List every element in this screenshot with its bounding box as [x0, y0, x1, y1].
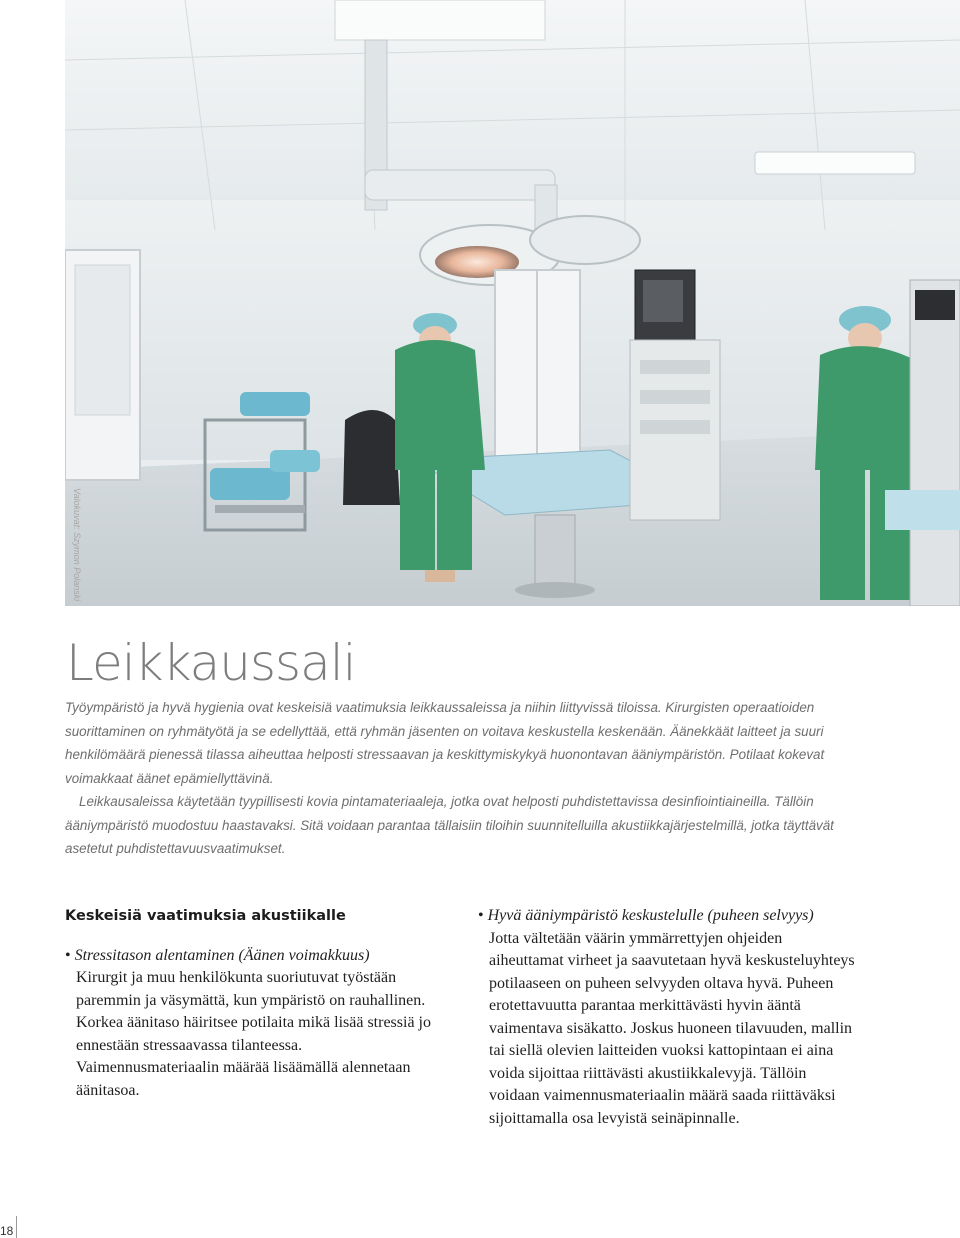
- intro-text: [65, 696, 865, 861]
- requirements-heading: Keskeisiä vaatimuksia akustiikalle: [65, 908, 346, 924]
- page-number-divider: [16, 1216, 17, 1238]
- requirement-title-text: Stressitason alentaminen (Äänen voimakkuus): [74, 946, 370, 964]
- bullet-icon: •: [478, 907, 484, 924]
- intro-paragraph: Leikkausaleissa käytetään tyypillisesti kovia pintamateriaaleja, jotka ovat helposti puhdistettavissa desinfiointiaineilla. Tällöin ääniympäristö muodostuu haastavaksi. Sitä voidaan parantaa tällaisiin tiloihin suunnitelluilla akustiikkajärjestelmillä, jotka täyttävät asetetut puhdistettavuusvaatimukset.: [65, 794, 834, 856]
- page-number: 18: [0, 1224, 14, 1238]
- requirement-body: Jotta vältetään väärin ymmärrettyjen ohjeiden aiheuttamat virheet ja saavutetaan hyvä keskusteluyhteys potilaaseen on puheen selvyyden oltava hyvä. Puheen erotettavuutta parantaa merkittävästi hyvin ääntä vaimentava sisäkatto. Joskus huoneen tilavuuden, mallin tai siellä olevien laitteiden vuoksi kattopintaan ei aina voida sijoittaa riittävästi akustiikkalevyjä. Tällöin voidaan vaimennusmateriaalin määrä saada riittäväksi sijoittamalla osa levyistä seinäpinnalle.: [489, 929, 855, 1127]
- requirement-body: Kirurgit ja muu henkilökunta suoriutuvat työstään paremmin ja väsymättä, kun ympäristö on rauhallinen. Korkea äänitaso häiritsee potilaita mikä lisää stressiä jo ennestään stressaavassa tilanteessa. Vaimennusmateriaalin määrää lisäämällä alennetaan äänitasoa.: [76, 969, 431, 1099]
- bullet-icon: •: [65, 946, 71, 964]
- requirements-right-column: [478, 905, 858, 1130]
- requirement-title: [478, 905, 858, 928]
- requirement-title: [65, 945, 445, 968]
- photo-credit: Valokuvat: Szymon Polanski: [72, 488, 82, 602]
- requirements-left-column: [65, 905, 445, 1102]
- operating-room-photo: [65, 0, 960, 606]
- intro-paragraph: Työympäristö ja hyvä hygienia ovat keskeisiä vaatimuksia leikkaussaleissa ja niihin liittyvissä tiloissa. Kirurgisten operaatioiden suorittaminen on ryhmätyötä ja se edellyttää, että ryhmän jäsenten on voitava keskustella keskenään. Äänekkäät laitteet ja suuri henkilömäärä pienessä tilassa aiheuttaa helposti stressaavan ja keskittymiskykyä huonontavan ääniympäristön. Potilaat kokevat voimakkaat äänet epämiellyttävinä.: [65, 700, 825, 786]
- page-title: Leikkaussali: [66, 634, 356, 692]
- requirement-title-text: Hyvä ääniympäristö keskustelulle (puheen selvyys): [487, 907, 814, 924]
